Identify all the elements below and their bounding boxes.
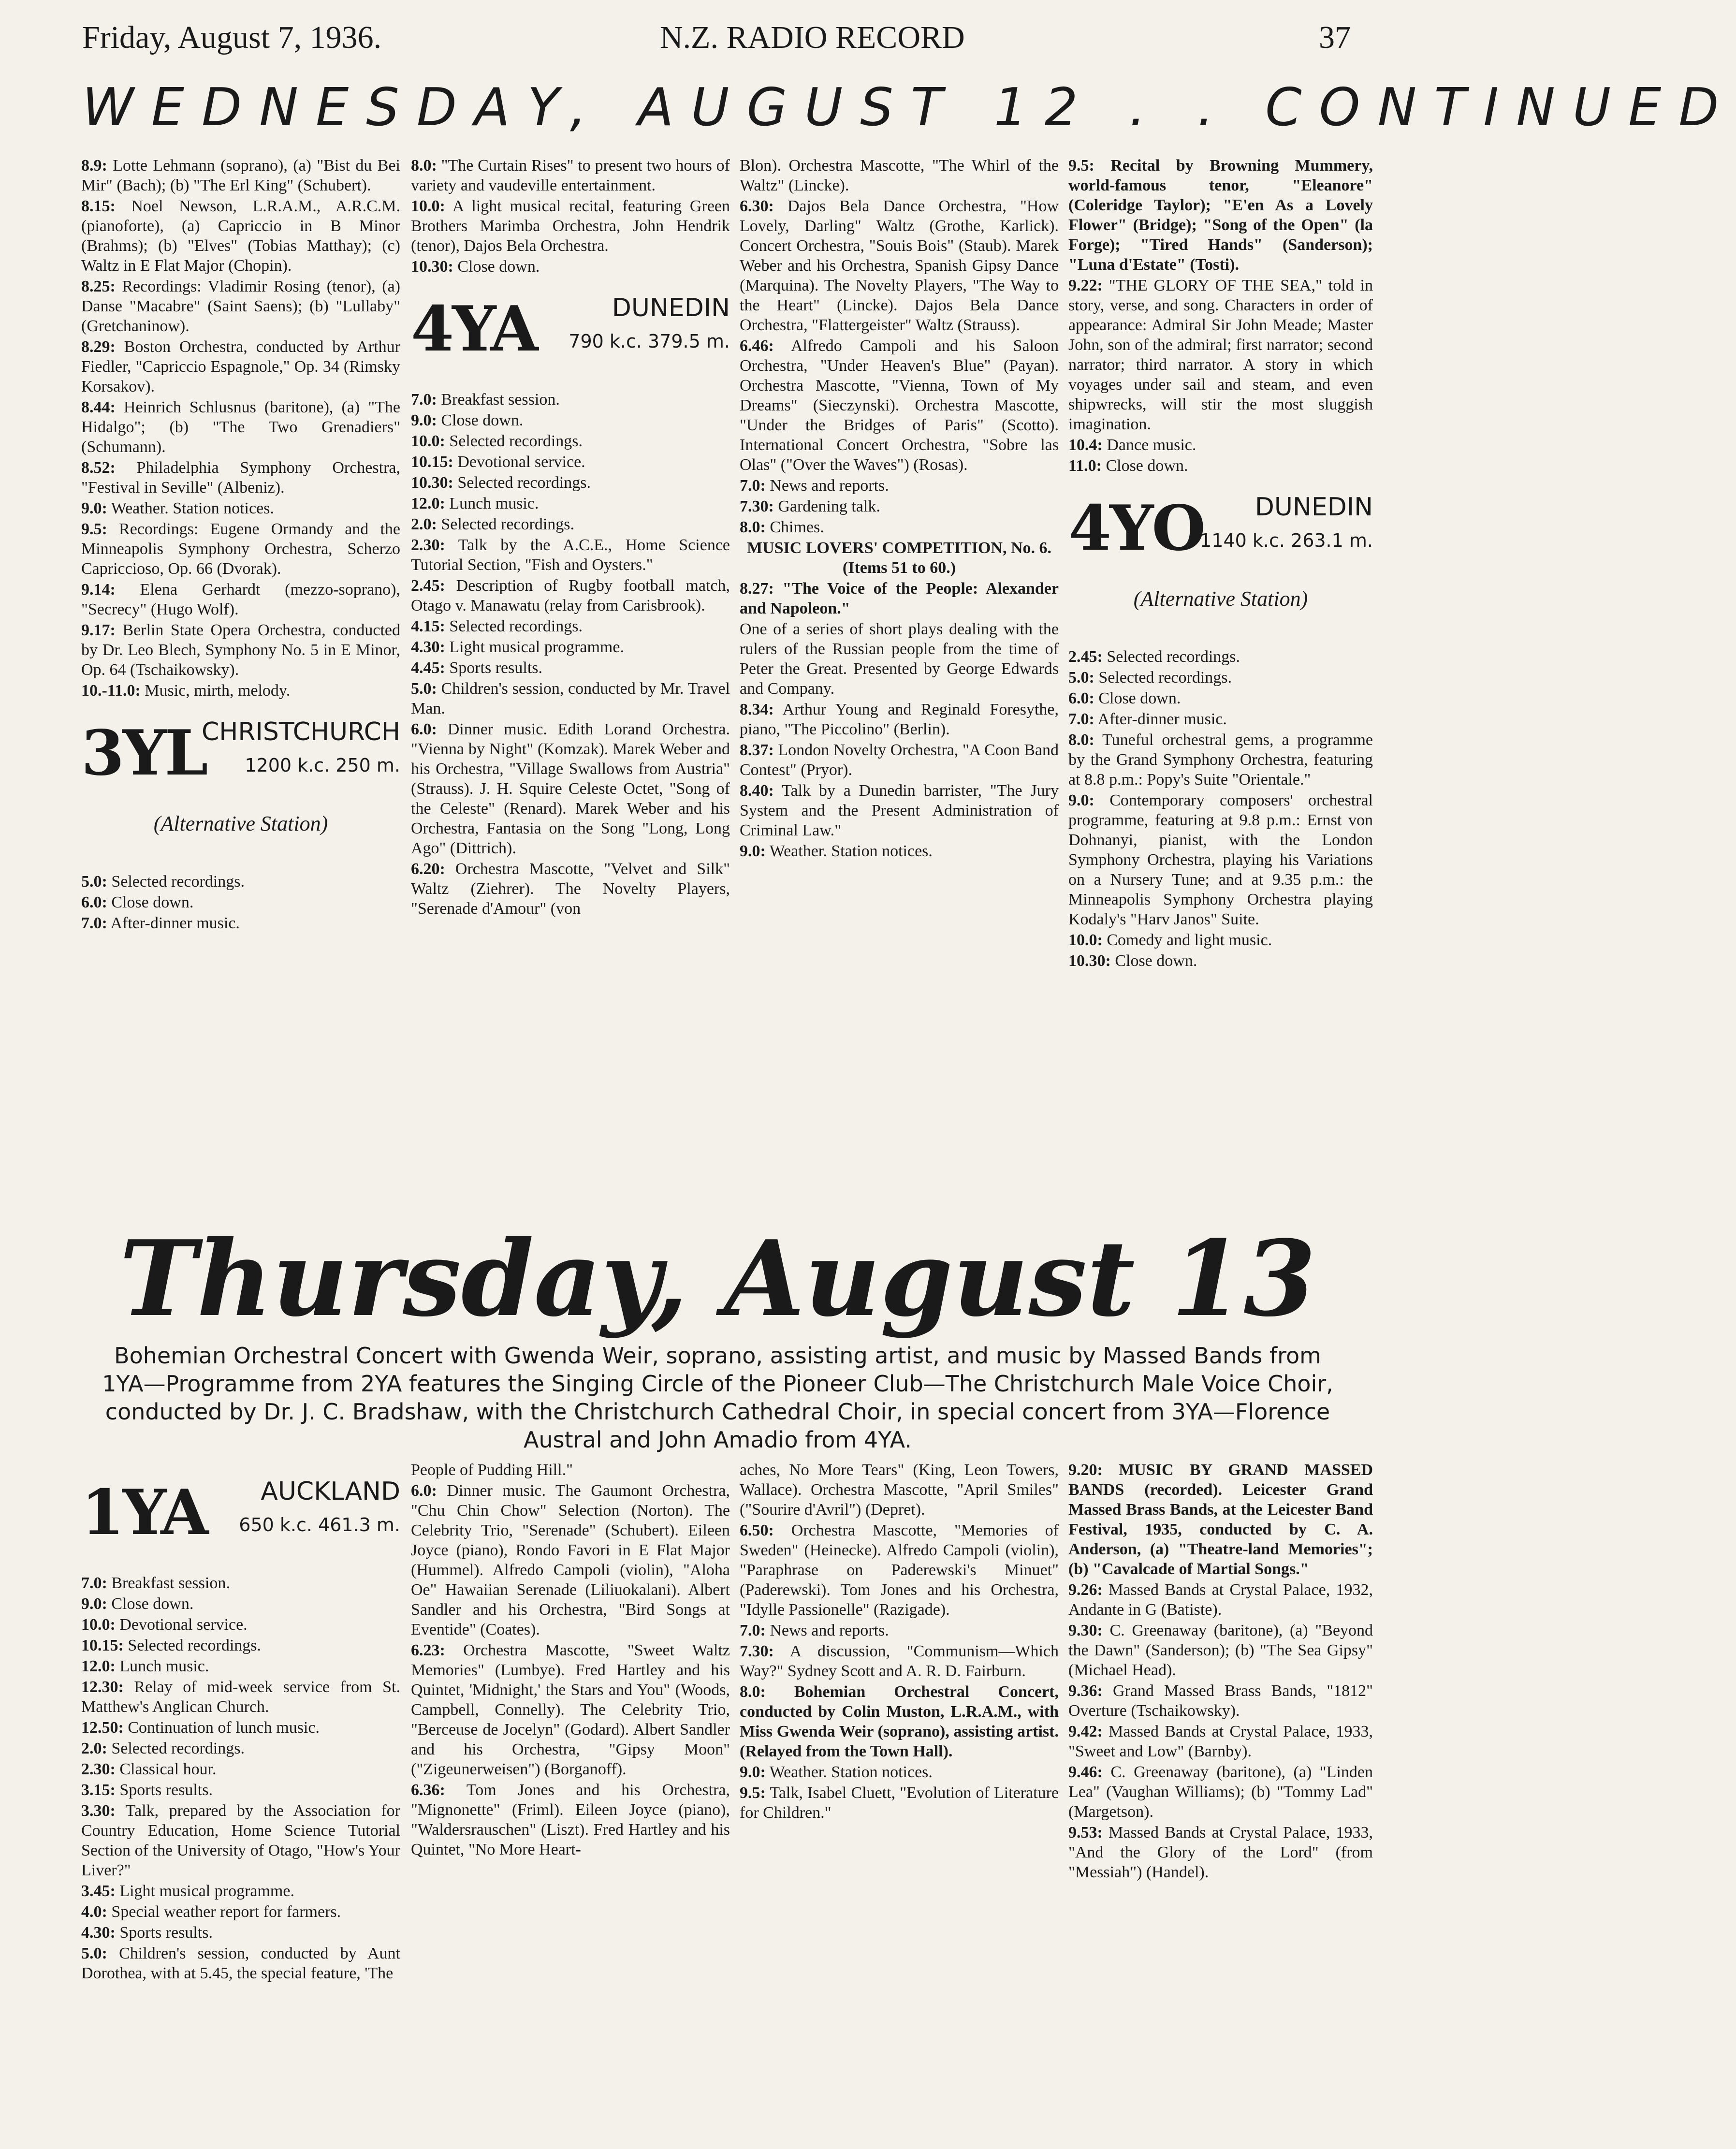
entry-time: 4.15: [411,617,445,635]
entry-text: Selected recordings. [441,515,574,533]
programme-entry [740,1641,1059,1681]
programme-entry [1068,688,1373,708]
entry-text: After-dinner music. [1097,710,1227,728]
entry-text: "The Voice of the People: Alexander and Napoleon." [740,580,1059,617]
entry-time: 6.23: [411,1641,445,1659]
station-frequency: 650 k.c. 461.3 m. [239,1514,400,1535]
entry-text: Lunch music. [119,1657,209,1675]
programme-entry [740,476,1059,496]
programme-entry [411,1460,730,1480]
entry-text: One of a series of short plays dealing with the rulers of the Russian people from the time of Peter the Great. Presented by George Edwards and Company. [740,620,1059,698]
programme-entry [1068,1460,1373,1579]
programme-entry [1068,647,1373,667]
entry-time: 9.46: [1068,1763,1103,1781]
entry-time: 5.0: [81,873,107,891]
entry-time: 2.45: [411,577,445,595]
entry-text: Close down. [111,893,194,911]
entry-time: 8.0: [411,157,437,175]
entry-time: 9.36: [1068,1682,1103,1700]
entry-time: 9.0: [1068,791,1094,809]
entry-time: 9.0: [740,1763,766,1781]
entry-time: 8.52: [81,459,116,477]
entry-time: 4.45: [411,659,445,677]
entry-time: 4.30: [81,1924,116,1942]
entry-text: Breakfast session. [441,391,560,409]
entry-time: 9.20: [1068,1461,1103,1479]
programme-entry [411,514,730,534]
entry-text: Selected recordings. [128,1637,261,1654]
thursday-summary: Bohemian Orchestral Concert with Gwenda Weir, soprano, assisting artist, and music by Massed Bands from 1YA—Programme from 2YA features the Singing Circle of the Pioneer Club—The Christchurch Male Voice Choir, conducted by Dr. J. C. Bradshaw, with the Christchurch Cathedral Choir, in special concert from 3YA—Florence Austral and John Amadio from 4YA. [102,1343,1333,1453]
page-number: 37 [1319,20,1351,55]
entry-text: Dinner music. Edith Lorand Orchestra. "Vienna by Night" (Komzak). Marek Weber and his Orchestra, "Village Swallows from Austria" (Strauss). J. H. Squire Celeste Octet, "Song of the Celeste" (Renard). Marek Weber and his Orchestra, Fantasia on the Song "Long, Long Ago" (Dittrich). [411,720,730,857]
programme-entry [81,1636,400,1655]
programme-entry [81,156,400,195]
entry-time: 8.37: [740,741,774,759]
programme-entry [81,337,400,396]
entry-time: 9.5: [740,1784,766,1802]
station-alternative-label: (Alternative Station) [153,812,328,835]
entry-time: 6.0: [1068,689,1094,707]
entry-text: Tom Jones and his Orchestra, "Mignonette" (Friml). Eileen Joyce (piano), "Waldersrauschen" (Liszt). Fred Hartley and his Quintet, "No More Heart- [411,1781,730,1858]
entry-text: Selected recordings. [457,474,591,492]
entry-text: aches, No More Tears" (King, Leon Towers, Wallace). Orchestra Mascotte, "April Smiles" ("Sourire d'Avril") (Depret). [740,1461,1059,1519]
entry-text: Recordings: Eugene Ormandy and the Minneapolis Symphony Orchestra, Scherzo Capriccioso, Op. 66 (Dvorak). [81,520,401,578]
entry-time: 2.30: [411,536,445,554]
entry-text: Bohemian Orchestral Concert, conducted by Colin Muston, L.R.A.M., with Miss Gwenda Weir (soprano), assisting artist. (Relayed from the Town Hall). [740,1683,1059,1760]
entry-time: 10.30: [1068,952,1111,970]
entry-time: 12.30: [81,1678,124,1696]
entry-time: 9.14: [81,581,116,599]
station-frequency: 1140 k.c. 263.1 m. [1200,530,1373,551]
programme-entry [740,497,1059,516]
entry-text: Orchestra Mascotte, "Velvet and Silk" Waltz (Ziehrer). The Novelty Players, "Serenade d'Amour" (von [411,860,730,918]
thu-column-2 [411,1460,730,1860]
thu-column-3 [740,1460,1059,1824]
programme-entry [411,535,730,575]
entry-time: 12.0: [411,495,445,512]
entry-time: 3.15: [81,1781,116,1799]
wednesday-banner: WEDNESDAY, AUGUST 12 . . CONTINUED [82,77,1736,138]
wed-column-1 [81,156,400,934]
entry-text: Selected recordings. [449,432,583,450]
programme-entry [1068,930,1373,950]
entry-text: Grand Massed Brass Bands, "1812" Overture (Tschaikowsky). [1068,1682,1373,1720]
entry-time: 8.0: [740,518,766,536]
entry-text: Massed Bands at Crystal Palace, 1933, "And the Glory of the Lord" (from "Messiah") (Handel). [1068,1824,1373,1881]
programme-entry [1068,456,1373,476]
programme-entry [411,390,730,409]
entry-time: 3.45: [81,1882,116,1900]
programme-entry [81,872,400,892]
programme-entry [411,473,730,493]
entry-text: Children's session, conducted by Aunt Dorothea, with at 5.45, the special feature, 'The [81,1944,400,1982]
programme-entry [81,1780,400,1800]
entry-time: 9.5: [1068,157,1094,175]
station-4yo [1068,492,1373,632]
entry-text: Weather. Station notices. [769,1763,933,1781]
programme-entry [1068,1823,1373,1882]
entry-text: People of Pudding Hill." [411,1461,573,1479]
programme-entry [411,1780,730,1859]
entry-text: A discussion, "Communism—Which Way?" Sydney Scott and A. R. D. Fairburn. [740,1642,1059,1680]
entry-text: Talk by the A.C.E., Home Science Tutorial Section, "Fish and Oysters." [411,536,730,574]
entry-time: 7.30: [740,497,774,515]
programme-entry [81,1573,400,1593]
entry-time: 8.34: [740,701,774,718]
programme-entry [1068,156,1373,275]
station-city: DUNEDIN [612,293,730,322]
entry-text: Orchestra Mascotte, "Memories of Sweden" (Heinecke). Alfredo Campoli (violin), "Paraphrase on Paderewski's Minuet" (Paderewski). Tom Jones and his Orchestra, "Idylle Passionelle" (Razigade). [740,1521,1059,1619]
entry-text: Philadelphia Symphony Orchestra, "Festival in Seville" (Albeniz). [81,459,400,497]
entry-text: Heinrich Schlusnus (baritone), (a) "The Hidalgo"; (b) "The Two Grenadiers" (Schumann). [81,398,401,456]
programme-entry [81,1739,400,1758]
entry-text: Children's session, conducted by Mr. Travel Man. [411,680,730,717]
programme-entry [1068,1681,1373,1721]
entry-time: 9.0: [411,411,437,429]
entry-text: Lotte Lehmann (soprano), (a) "Bist du Bei Mir" (Bach); (b) "The Erl King" (Schubert). [81,157,400,194]
programme-entry [411,658,730,678]
entry-time: 5.0: [411,680,437,698]
entry-time: 5.0: [81,1944,107,1962]
thu-column-1 [81,1460,400,1984]
station-city: CHRISTCHURCH [201,717,400,746]
entry-text: Talk, prepared by the Association for Country Education, Home Science Tutorial Section of the University of Otago, "How's Your Liver?" [81,1802,400,1879]
entry-text: Massed Bands at Crystal Palace, 1932, Andante in G (Batiste). [1068,1581,1373,1619]
entry-time: 9.42: [1068,1723,1103,1740]
entry-time: 8.29: [81,338,116,356]
entry-time: 12.0: [81,1657,116,1675]
entry-text: Alfredo Campoli and his Saloon Orchestra, "Under Heaven's Blue" (Payan). Orchestra Mascotte, "Vienna, Town of My Dreams" (Sieczynski). Orchestra Mascotte, "Under the Bridges of Paris" (Scotto). International Concert Orchestra, "Sobre las Olas" ("Over the Waves") (Rosas). [740,337,1059,474]
entry-time: 9.17: [81,621,116,639]
programme-entry [740,517,1059,537]
programme-entry [1068,1621,1373,1680]
programme-entry [81,519,400,579]
entry-text: After-dinner music. [110,914,240,932]
entry-text: Selected recordings. [1098,669,1232,687]
thu-column-4 [1068,1460,1373,1883]
programme-entry [411,1481,730,1639]
entry-text: Light musical programme. [119,1882,294,1900]
entry-time: 8.0: [740,1683,766,1701]
programme-entry [411,719,730,858]
programme-entry [81,681,400,701]
programme-entry [81,196,400,276]
programme-entry [740,1460,1059,1520]
entry-time: 10.-11.0: [81,682,141,700]
programme-entry [81,1801,400,1880]
programme-entry [411,196,730,256]
entry-time: 7.0: [81,914,107,932]
programme-entry [1068,276,1373,434]
entry-text: Classical hour. [119,1760,217,1778]
entry-text: C. Greenaway (baritone), (a) "Linden Lea" (Vaughan Williams); (b) "Tommy Lad" (Margetson). [1068,1763,1373,1821]
programme-entry [411,257,730,277]
programme-entry [81,458,400,497]
programme-entry [1068,435,1373,455]
programme-entry [411,637,730,657]
wed-column-4 [1068,156,1373,972]
entry-text: "The Curtain Rises" to present two hours of variety and vaudeville entertainment. [411,157,730,194]
entry-text: Relay of mid-week service from St. Matthew's Anglican Church. [81,1678,400,1716]
entry-time: 10.0: [411,197,445,215]
entry-time: 9.22: [1068,277,1103,294]
programme-entry [740,538,1059,578]
station-call: 4YA [411,293,537,365]
programme-entry [740,336,1059,475]
station-3yl [81,717,400,857]
entry-text: News and reports. [770,1622,889,1639]
programme-entry [411,1640,730,1779]
entry-text: Close down. [1106,457,1188,475]
entry-time: 12.50: [81,1719,124,1737]
entry-time: 7.0: [411,391,437,409]
entry-text: Selected recordings. [111,1740,245,1757]
programme-entry [411,452,730,472]
entry-text: Devotional service. [457,453,585,471]
entry-text: MUSIC BY GRAND MASSED BANDS (recorded). Leicester Grand Massed Brass Bands, at the Leicester Band Festival, 1935, conducted by C. A. Anderson, (a) "Theatre-land Memories"; (b) "Cavalcade of Martial Songs." [1068,1461,1373,1578]
programme-entry [411,494,730,513]
entry-time: 10.30: [411,474,453,492]
entry-text: Comedy and light music. [1107,931,1272,949]
entry-text: Light musical programme. [449,638,624,656]
entry-time: 8.40: [740,782,774,800]
programme-entry [81,620,400,680]
entry-text: Sports results. [449,659,543,677]
entry-text: Special weather report for farmers. [111,1903,341,1921]
entry-text: Description of Rugby football match, Otago v. Manawatu (relay from Carisbrook). [411,577,730,614]
programme-entry [740,579,1059,618]
entry-text: Noel Newson, L.R.A.M., A.R.C.M. (pianoforte), (a) Capriccio in B Minor (Brahms); (b) "Elves" (Tobias Matthay); (c) Waltz in E Flat Major (Chopin). [81,197,400,275]
entry-text: Tuneful orchestral gems, a programme by the Grand Symphony Orchestra, featuring at 8.8 p.m.: Popy's Suite "Orientale." [1068,731,1373,789]
entry-text: Dance music. [1107,436,1196,454]
programme-entry [1068,1580,1373,1620]
entry-time: 6.46: [740,337,774,355]
entry-time: 8.15: [81,197,116,215]
station-call: 3YL [81,717,206,789]
programme-entry [411,616,730,636]
programme-entry [411,156,730,195]
entry-time: 9.5: [81,520,107,538]
entry-time: 4.30: [411,638,445,656]
programme-entry [740,1621,1059,1640]
entry-text: Continuation of lunch music. [128,1719,320,1737]
entry-time: 7.0: [740,1622,766,1639]
station-call: 1YA [81,1477,207,1549]
programme-entry [740,781,1059,840]
programme-entry [81,892,400,912]
entry-time: 9.0: [740,842,766,860]
wed-column-2 [411,156,730,920]
station-1ya [81,1477,400,1559]
entry-text: Selected recordings. [449,617,583,635]
entry-time: 9.0: [81,499,107,517]
programme-entry [740,1682,1059,1761]
programme-entry [81,1594,400,1614]
entry-time: 7.0: [81,1574,107,1592]
entry-text: Recordings: Vladimir Rosing (tenor), (a) Danse "Macabre" (Saint Saens); (b) "Lullaby" (Gretchaninow). [81,278,400,335]
entry-text: Weather. Station notices. [769,842,933,860]
entry-time: 2.45: [1068,648,1103,666]
entry-text: Weather. Station notices. [111,499,274,517]
entry-time: 2.0: [411,515,437,533]
entry-text: Boston Orchestra, conducted by Arthur Fiedler, "Capriccio Espagnole," Op. 34 (Rimsky Korsakov). [81,338,400,395]
programme-entry [1068,668,1373,687]
entry-text: Talk by a Dunedin barrister, "The Jury System and the Present Administration of Criminal Law." [740,782,1059,839]
programme-entry [81,1902,400,1922]
station-alternative-label: (Alternative Station) [1133,587,1308,611]
entry-text: Arthur Young and Reginald Foresythe, piano, "The Piccolino" (Berlin). [740,701,1059,738]
entry-text: Devotional service. [119,1616,248,1634]
programme-entry [740,1520,1059,1620]
thursday-headline: Thursday, August 13 [119,1217,1316,1340]
entry-text: Orchestra Mascotte, "Sweet Waltz Memories" (Lumbye). Fred Hartley and his Quintet, 'Midnight,' the Stars and You" (Woods, Campbell, Connelly). The Celebrity Trio, "Berceuse de Jocelyn" (Godard). Albert Sandler and his Orchestra, "Gipsy Moon" ("Zigeunerweisen") (Borganoff). [411,1641,730,1778]
programme-entry [1068,951,1373,971]
entry-text: Dajos Bela Dance Orchestra, "How Lovely, Darling" Waltz (Grothe, Karlick). Concert Orchestra, "Souis Bois" (Staub). Marek Weber and his Orchestra, Spanish Gipsy Dance (Marquina). The Novelty Players, "The Way to the Heart" (Lincke). Dajos Bela Dance Orchestra, "Flattergeister" Waltz (Strauss). [740,197,1059,334]
station-city: AUCKLAND [261,1477,400,1506]
programme-entry [411,576,730,615]
entry-time: 6.0: [81,893,107,911]
programme-entry [1068,730,1373,789]
programme-entry [411,679,730,718]
entry-text: Chimes. [770,518,824,536]
entry-text: Breakfast session. [111,1574,230,1592]
programme-entry [740,700,1059,739]
entry-time: 10.0: [81,1616,116,1634]
entry-text: Gardening talk. [778,497,880,515]
entry-text: Close down. [457,258,540,276]
entry-time: 8.9: [81,157,107,175]
entry-text: Close down. [441,411,524,429]
programme-entry [81,913,400,933]
entry-time: 6.0: [411,720,437,738]
entry-time: 7.30: [740,1642,774,1660]
entry-time: 6.0: [411,1482,437,1500]
programme-entry [81,1615,400,1635]
entry-text: Elena Gerhardt (mezzo-soprano), "Secrecy" (Hugo Wolf). [81,581,400,618]
running-head [82,19,1351,73]
entry-time: 6.50: [740,1521,774,1539]
entry-time: 9.26: [1068,1581,1103,1599]
entry-time: 2.0: [81,1740,107,1757]
station-frequency: 1200 k.c. 250 m. [245,755,400,776]
station-4ya [411,293,730,375]
entry-text: News and reports. [770,477,889,495]
entry-time: 5.0: [1068,669,1094,687]
entry-time: 9.30: [1068,1622,1103,1639]
entry-text: Close down. [1115,952,1197,970]
programme-entry [740,1783,1059,1823]
entry-text: Contemporary composers' orchestral programme, featuring at 9.8 p.m.: Ernst von Dohnanyi, pianist, with the London Symphony Orchestra, playing his Variations on a Nursery Tune; and at 9.35 p.m.: the Minneapolis Symphony Orchestra playing Kodaly's "Harv Janos" Suite. [1068,791,1373,928]
station-city: DUNEDIN [1255,493,1373,522]
programme-entry [740,1762,1059,1782]
programme-entry [81,1677,400,1717]
entry-text: Close down. [1098,689,1181,707]
entry-text: Berlin State Opera Orchestra, conducted by Dr. Leo Blech, Symphony No. 5 in E Minor, Op. 64 (Tschaikowsky). [81,621,400,679]
entry-time: 7.0: [1068,710,1094,728]
entry-text: Massed Bands at Crystal Palace, 1933, "Sweet and Low" (Barnby). [1068,1723,1373,1760]
programme-entry [81,580,400,619]
programme-entry [81,1944,400,1983]
entry-time: 6.36: [411,1781,445,1799]
entry-text: Close down. [111,1595,194,1613]
entry-time: 6.20: [411,860,445,878]
entry-text: Lunch music. [449,495,539,512]
programme-entry [81,498,400,518]
programme-entry [740,740,1059,780]
entry-text: A light musical recital, featuring Green Brothers Marimba Orchestra, John Hendrik (tenor), Dajos Bela Orchestra. [411,197,730,255]
programme-entry [1068,790,1373,929]
entry-time: 10.15: [411,453,453,471]
entry-time: 6.30: [740,197,774,215]
entry-text: C. Greenaway (baritone), (a) "Beyond the Dawn" (Sanderson); (b) "The Sea Gipsy" (Michael Head). [1068,1622,1373,1679]
entry-time: 9.0: [81,1595,107,1613]
entry-text: Selected recordings. [1107,648,1240,666]
wed-column-3 [740,156,1059,862]
programme-entry [411,859,730,919]
entry-text: Recital by Browning Mummery, world-famous tenor, "Eleanore" (Coleridge Taylor); "E'en As a Lovely Flower" (Bridge); "Song of the Open" (la Forge); "Tired Hands" (Sanderson); "Luna d'Estate" (Tosti). [1068,157,1373,274]
programme-entry [1068,1722,1373,1761]
entry-text: Talk, Isabel Cluett, "Evolution of Literature for Children." [740,1784,1059,1822]
entry-text: Dinner music. The Gaumont Orchestra, "Chu Chin Chow" Selection (Norton). The Celebrity Trio, "Serenade" (Schubert). Eileen Joyce (piano), Rondo Favori in E Flat Major (Hummel). Alfredo Campoli (violin), "Aloha Oe" Hawaiian Serenade (Liliuokalani). Albert Sandler and his Orchestra, "Bird Songs at Eventide" (Coates). [411,1482,730,1638]
programme-entry [411,410,730,430]
entry-time: 8.27: [740,580,774,598]
programme-entry [81,397,400,457]
entry-time: 10.15: [81,1637,124,1654]
entry-time: 9.53: [1068,1824,1103,1842]
programme-entry [81,277,400,336]
programme-entry [740,619,1059,699]
publication-title: N.Z. RADIO RECORD [660,20,965,55]
entry-time: 7.0: [740,477,766,495]
entry-text: London Novelty Orchestra, "A Coon Band Contest" (Pryor). [740,741,1059,779]
entry-time: 8.0: [1068,731,1094,749]
programme-entry [81,1881,400,1901]
entry-text: Selected recordings. [111,873,245,891]
entry-text: Sports results. [119,1781,213,1799]
entry-text: "THE GLORY OF THE SEA," told in story, verse, and song. Characters in order of appearance: Admiral Sir John Meade; Master John, son of the admiral; first narrator; second narrator; third narrator. A story in which voyages under sail and steam, and even shipwrecks, will stir the most sluggish imagination. [1068,277,1373,433]
programme-entry [740,196,1059,335]
programme-entry [81,1923,400,1943]
entry-time: 8.25: [81,278,116,295]
programme-entry [81,1759,400,1779]
issue-date: Friday, August 7, 1936. [82,20,382,55]
programme-entry [411,431,730,451]
station-frequency: 790 k.c. 379.5 m. [569,331,730,352]
entry-time: 4.0: [81,1903,107,1921]
entry-time: 2.30: [81,1760,116,1778]
programme-entry [81,1718,400,1738]
programme-entry [81,1656,400,1676]
entry-time: 11.0: [1068,457,1102,475]
entry-time: 10.0: [411,432,445,450]
entry-text: MUSIC LOVERS' COMPETITION, No. 6. (Items 51 to 60.) [746,539,1051,577]
programme-entry [740,841,1059,861]
station-call: 4YO [1068,492,1204,565]
programme-entry [1068,709,1373,729]
entry-time: 8.44: [81,398,116,416]
programme-entry [1068,1762,1373,1822]
programme-entry [740,156,1059,195]
entry-text: Sports results. [119,1924,213,1942]
entry-text: Blon). Orchestra Mascotte, "The Whirl of the Waltz" (Lincke). [740,157,1059,194]
entry-time: 3.30: [81,1802,116,1820]
entry-time: 10.4: [1068,436,1103,454]
entry-time: 10.30: [411,258,453,276]
entry-text: Music, mirth, melody. [145,682,291,700]
entry-time: 10.0: [1068,931,1103,949]
